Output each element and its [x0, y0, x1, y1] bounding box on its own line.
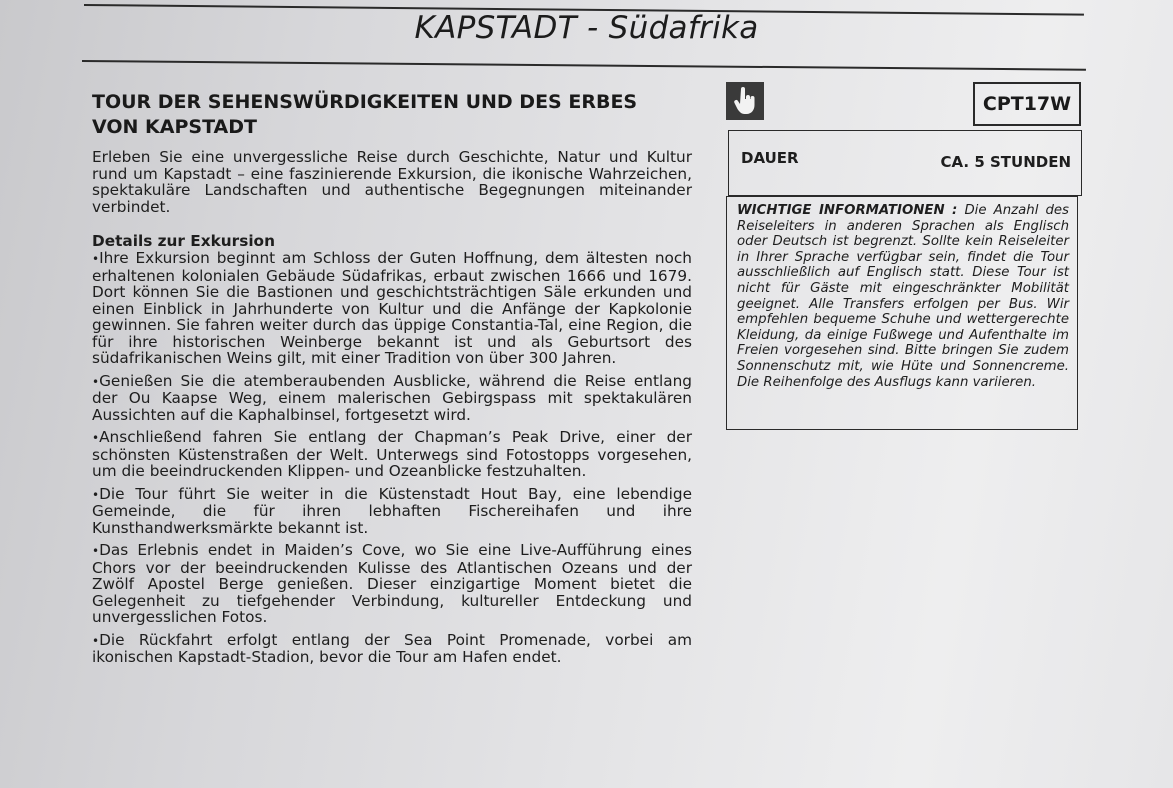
list-item: •Genießen Sie die atemberaubenden Ausblicke, während die Reise entlang der Ou Kaapse Weg, einem malerischen Gebirgspass mit spektakulären Aussichten auf die Kaphalbinsel, fortgesetzt wird.	[92, 371, 692, 424]
details-list	[92, 250, 692, 666]
list-item: •Ihre Exkursion beginnt am Schloss der Guten Hoffnung, dem ältesten noch erhaltenen kolonialen Gebäude Südafrikas, erbaut zwischen 1666 und 1679. Dort können Sie die Bastionen und geschichtsträchtigen Säle erkunden und einen Einblick in Jahrhunderte von Kultur und die Anfänge der Kapkolonie gewinnen. Sie fahren weiter durch das üppige Constantia-Tal, eine Region, die für ihre historischen Weinberge bekannt ist und als Geburtsort des südafrikanischen Weins gilt, mit einer Tradition von über 300 Jahren.	[92, 249, 692, 367]
bullet-dot-icon: •	[92, 544, 100, 558]
bullet-dot-icon: •	[92, 252, 100, 266]
tour-title-line1: TOUR DER SEHENSWÜRDIGKEITEN UND DES ERBES	[92, 91, 638, 113]
tour-description	[92, 90, 692, 672]
info-label: WICHTIGE INFORMATIONEN :	[737, 203, 958, 218]
hand-pointer-icon	[726, 82, 764, 120]
important-info-box	[726, 196, 1078, 430]
tour-title	[92, 90, 692, 140]
bullet-dot-icon: •	[92, 431, 100, 445]
list-item: •Anschließend fahren Sie entlang der Chapman’s Peak Drive, einer der schönsten Küstenstraßen der Welt. Unterwegs sind Fotostopps vorgesehen, um die beeindruckenden Klippen- und Ozeanblicke festzuhalten.	[92, 428, 692, 480]
tour-intro: Erleben Sie eine unvergessliche Reise durch Geschichte, Natur und Kultur rund um Kapstadt – eine faszinierende Exkursion, die ikonische Wahrzeichen, spektakuläre Landschaften und authentische Begegnungen miteinander verbindet.	[92, 148, 692, 216]
bullet-dot-icon: •	[92, 633, 100, 648]
header-underline	[82, 60, 1086, 71]
bullet-dot-icon: •	[92, 487, 100, 502]
list-item: •Das Erlebnis endet in Maiden’s Cove, wo Sie eine Live-Aufführung eines Chors vor der beeindruckenden Kulisse des Atlantischen Ozeans und der Zwölf Apostel Berge genießen. Dieser einzigartige Moment bietet die Gelegenheit zu tiefgehender Verbindung, kultureller Entdeckung und unvergesslichen Fotos.	[92, 541, 692, 626]
bullet-dot-icon: •	[92, 374, 100, 389]
tour-title-line2: VON KAPSTADT	[92, 116, 257, 138]
tour-code-badge: CPT17W	[973, 82, 1081, 126]
list-item: •Die Tour führt Sie weiter in die Küstenstadt Hout Bay, eine lebendige Gemeinde, die für ihren lebhaften Fischereihafen und ihre Kunsthandwerksmärkte bekannt ist.	[92, 484, 692, 537]
duration-label: DAUER	[741, 149, 799, 167]
details-heading: Details zur Exkursion	[92, 232, 275, 250]
info-text: Die Anzahl des Reiseleiters in anderen Sprachen als Englisch oder Deutsch ist begrenzt. Sollte kein Reiseleiter in Ihrer Sprache verfügbar sein, findet die Tour ausschließlich auf Englisch statt. Diese Tour ist nicht für Gäste mit eingeschränkter Mobilität geeignet. Alle Transfers erfolgen per Bus. Wir empfehlen bequeme Schuhe und wettergerechte Kleidung, da einige Fußwege und Aufenthalte im Freien vorgesehen sind. Bitte bringen Sie zudem Sonnenschutz mit, wie Hüte und Sonnencreme. Die Reihenfolge des Ausflugs kann variieren.	[737, 203, 1069, 390]
list-item: •Die Rückfahrt erfolgt entlang der Sea Point Promenade, vorbei am ikonischen Kapstadt-Stadion, bevor die Tour am Hafen endet.	[92, 630, 692, 666]
page-title: KAPSTADT - Südafrika	[414, 10, 759, 46]
duration-value: CA. 5 STUNDEN	[940, 153, 1071, 171]
duration-box	[728, 130, 1082, 196]
